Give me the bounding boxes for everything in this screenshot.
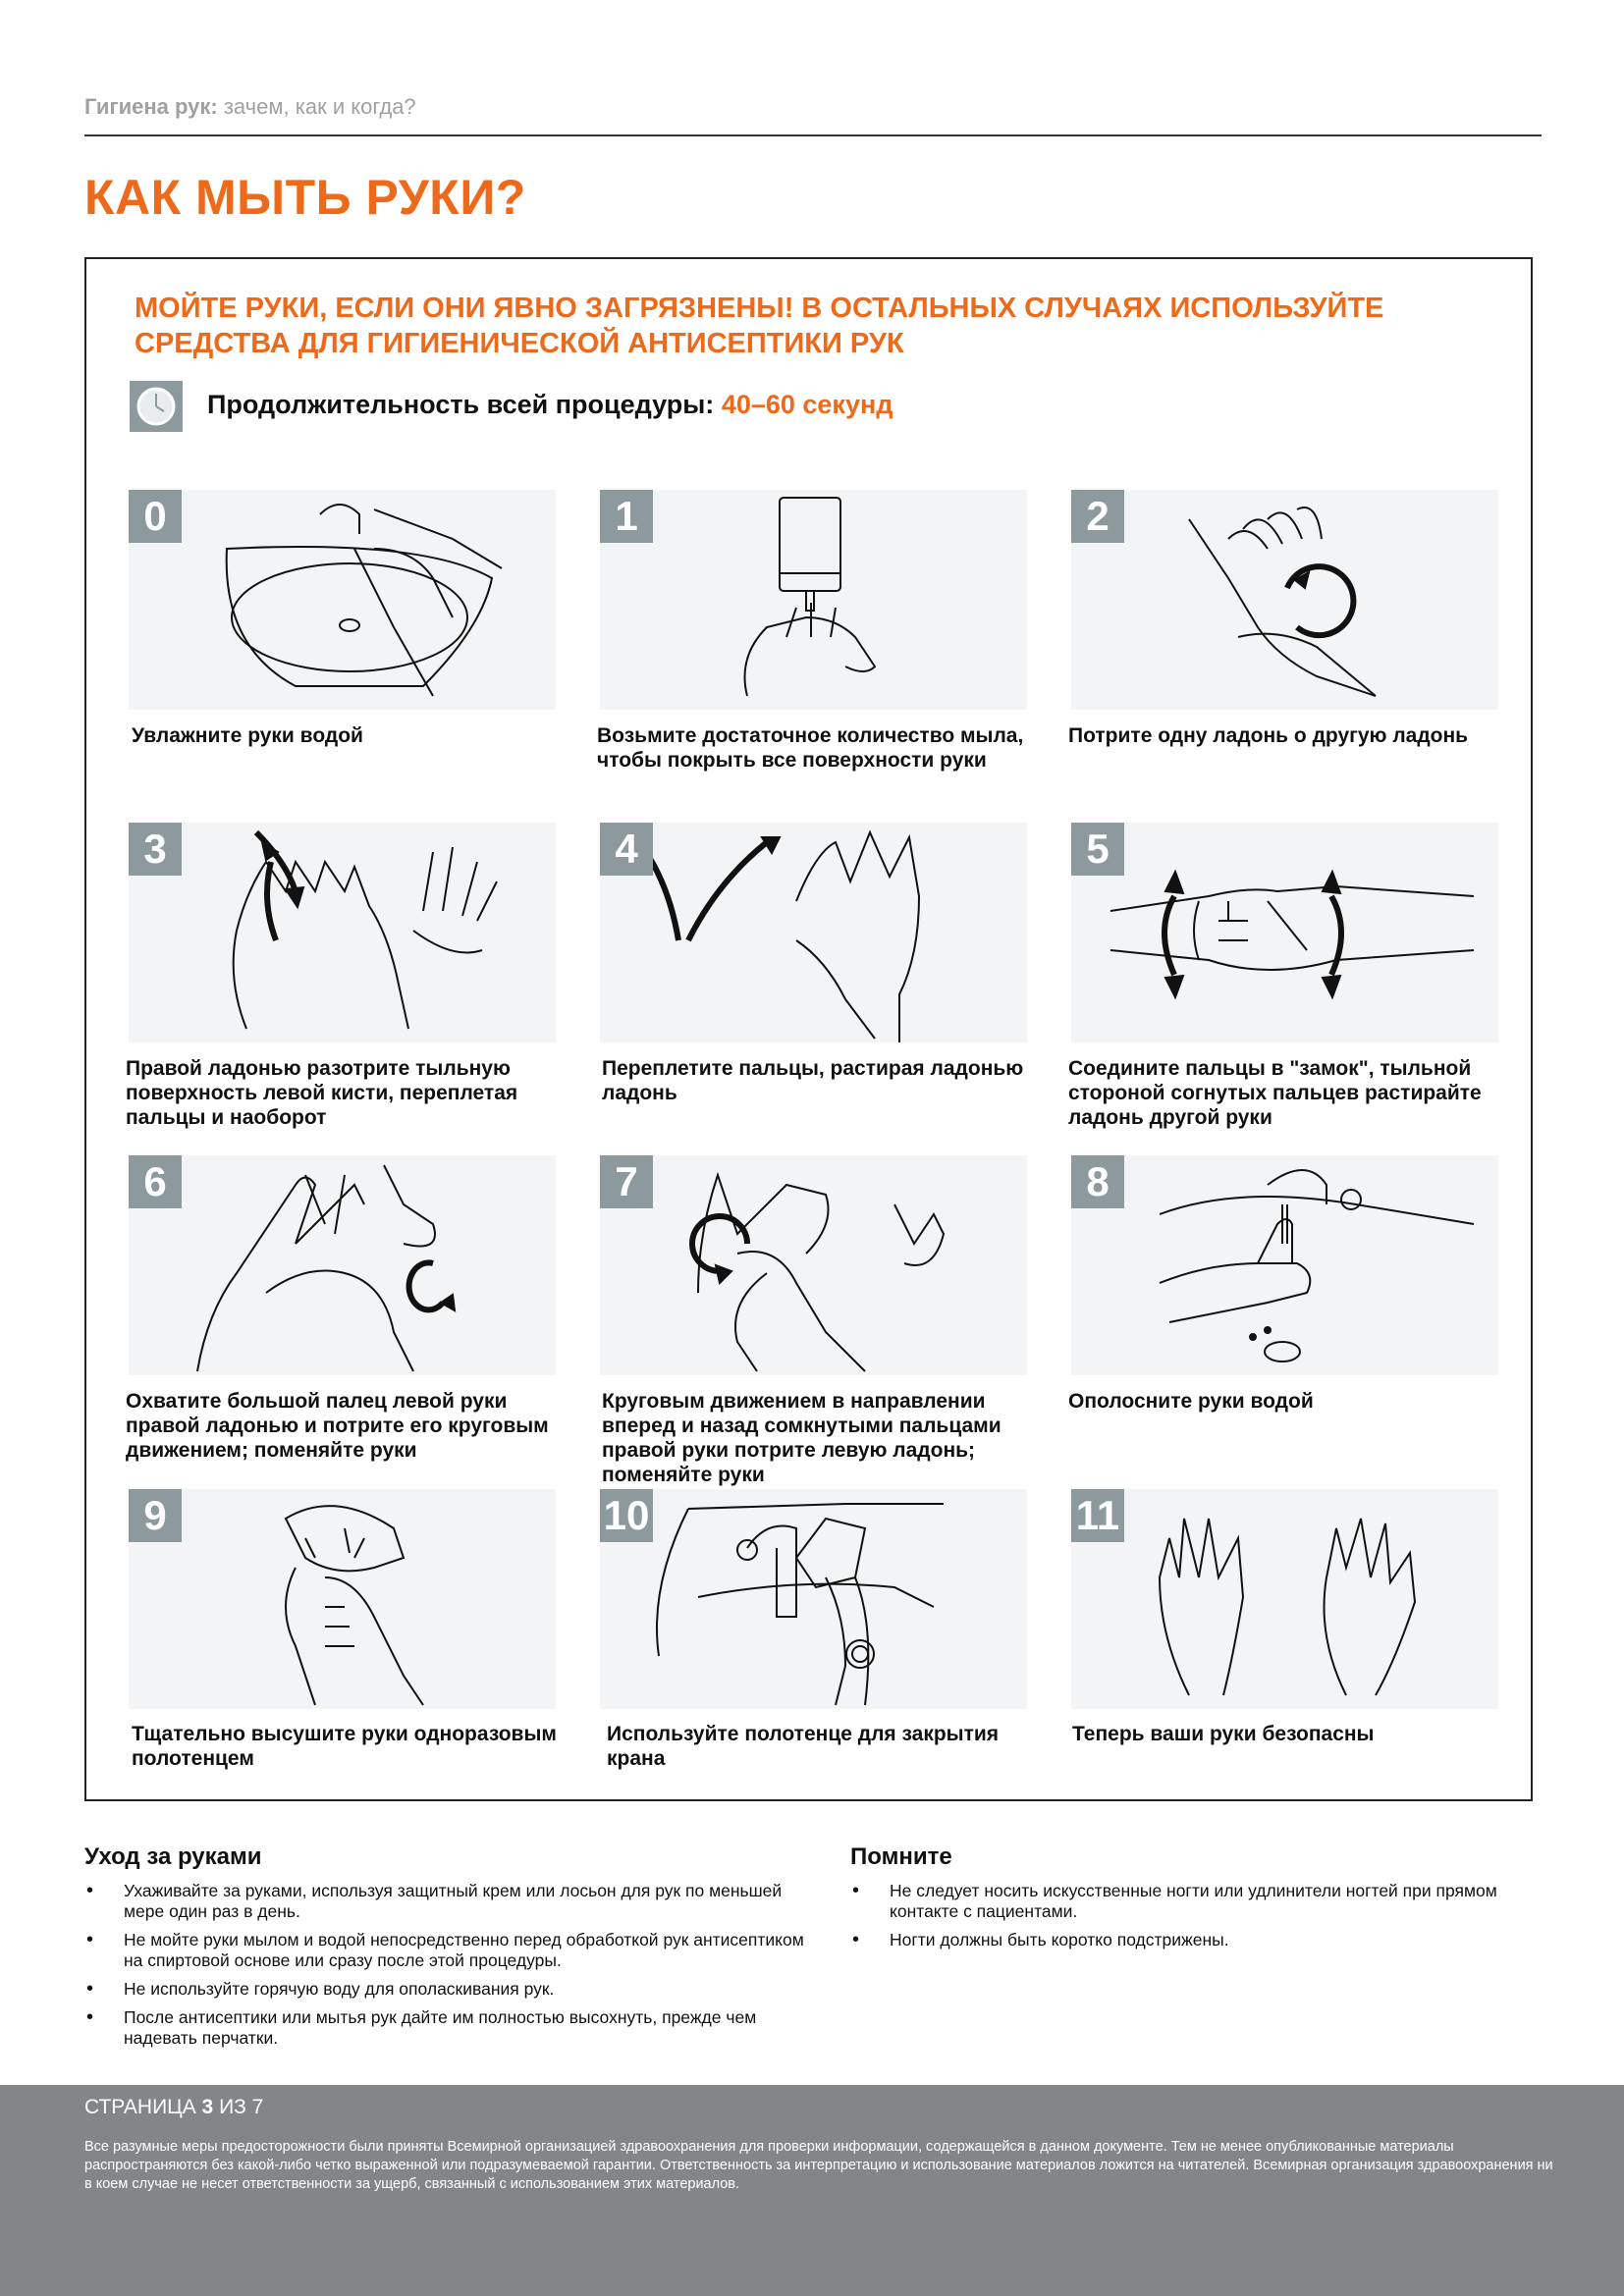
list-item: • Ногти должны быть коротко подстрижены. — [850, 1930, 1518, 1950]
towel-tap-illustration — [600, 1489, 1027, 1709]
duration-line — [207, 390, 893, 420]
step-panel-4 — [600, 823, 1027, 1042]
step-panel-9 — [129, 1489, 556, 1709]
step-panel-7 — [600, 1155, 1027, 1375]
page-footer — [0, 2085, 1624, 2296]
rinse-hands-illustration — [1071, 1155, 1498, 1375]
warning-text: МОЙТЕ РУКИ, ЕСЛИ ОНИ ЯВНО ЗАГРЯЗНЕНЫ! В ОСТАЛЬНЫХ СЛУЧАЯХ ИСПОЛЬЗУЙТЕ СРЕДСТВА ДЛЯ ГИГИЕНИЧЕСКОЙ АНТИСЕПТИКИ РУК — [135, 293, 1384, 359]
step-caption-4: Переплетите пальцы, растирая ладонью ладонь — [602, 1057, 1024, 1104]
step-caption-10: Используйте полотенце для закрытия крана — [607, 1723, 1000, 1770]
running-header-bold: Гигиена рук: — [84, 94, 218, 119]
list-item: • Не мойте руки мылом и водой непосредственно перед обработкой рук антисептиком на спиртовой основе или сразу после этой процедуры. — [84, 1930, 811, 1971]
interlaced-fingers-illustration — [600, 823, 1027, 1042]
step-number-5: 5 — [1071, 823, 1124, 876]
list-item: • После антисептики или мытья рук дайте им полностью высохнуть, прежде чем надевать перчатки. — [84, 2007, 811, 2049]
step-number-10: 10 — [600, 1489, 653, 1542]
step-number-11: 11 — [1071, 1489, 1124, 1542]
page-current: 3 — [201, 2096, 214, 2118]
back-of-hand-illustration — [129, 823, 556, 1042]
step-panel-1 — [600, 490, 1027, 710]
step-caption-2: Потрите одну ладонь о другую ладонь — [1068, 724, 1469, 747]
step-caption-8: Ополосните руки водой — [1068, 1390, 1314, 1413]
running-header-rest: зачем, как и когда? — [217, 94, 416, 119]
page-number — [84, 2096, 263, 2119]
remember-section — [850, 1843, 1518, 1958]
step-number-7: 7 — [600, 1155, 653, 1208]
soap-dispenser-illustration — [600, 490, 1027, 710]
duration-value: 40–60 секунд — [721, 390, 893, 419]
hand-care-section — [84, 1843, 811, 2056]
step-number-6: 6 — [129, 1155, 182, 1208]
step-panel-2 — [1071, 490, 1498, 710]
clean-hands-illustration — [1071, 1489, 1498, 1709]
step-caption-6: Охватите большой палец левой руки правой ладонью и потрите его круговым движением; поменяйте руки — [126, 1390, 549, 1462]
step-caption-7: Круговым движением в направлении вперед и назад сомкнутыми пальцами правой руки потрите левую ладонь; поменяйте руки — [602, 1390, 1001, 1486]
list-item: • Ухаживайте за руками, используя защитный крем или лосьон для рук по меньшей мере один раз в день. — [84, 1881, 811, 1922]
fingertips-rotation-illustration — [600, 1155, 1027, 1375]
clock-icon — [130, 381, 183, 432]
step-panel-10 — [600, 1489, 1027, 1709]
thumb-rotation-illustration — [129, 1155, 556, 1375]
step-caption-1: Возьмите достаточное количество мыла, чтобы покрыть все поверхности руки — [597, 724, 1024, 772]
step-number-1: 1 — [600, 490, 653, 543]
duration-label: Продолжительность всей процедуры: — [207, 390, 722, 419]
remember-title: Помните — [850, 1843, 952, 1870]
remember-list — [850, 1881, 1518, 1950]
palm-to-palm-illustration — [1071, 490, 1498, 710]
step-caption-9: Тщательно высушите руки одноразовым полотенцем — [132, 1723, 557, 1770]
hand-care-title: Уход за руками — [84, 1843, 262, 1870]
step-caption-5: Соедините пальцы в "замок", тыльной стороной согнутых пальцев растирайте ладонь другой руки — [1068, 1057, 1482, 1129]
step-panel-3 — [129, 823, 556, 1042]
step-panel-0 — [129, 490, 556, 710]
step-caption-0: Увлажните руки водой — [132, 724, 363, 747]
step-number-2: 2 — [1071, 490, 1124, 543]
step-panel-11 — [1071, 1489, 1498, 1709]
page-word: СТРАНИЦА — [84, 2096, 202, 2118]
step-panel-8 — [1071, 1155, 1498, 1375]
hand-care-list — [84, 1881, 811, 2049]
list-item: • Не следует носить искусственные ногти или удлинители ногтей при прямом контакте с пациентами. — [850, 1881, 1518, 1922]
step-number-8: 8 — [1071, 1155, 1124, 1208]
step-panel-6 — [129, 1155, 556, 1375]
step-number-4: 4 — [600, 823, 653, 876]
running-header — [84, 94, 416, 120]
interlocked-fingers-illustration — [1071, 823, 1498, 1042]
step-caption-3: Правой ладонью разотрите тыльную поверхность левой кисти, переплетая пальцы и наоборот — [126, 1057, 518, 1129]
disclaimer-text: Все разумные меры предосторожности были приняты Всемирной организацией здравоохранения для проверки информации, содержащейся в данном документе. Тем не менее опубликованные материалы распространяются без какой-либо четко выраженной или подразумеваемой гарантии. Ответственность за интерпретацию и использование материалов ложится на читателей. Всемирная организация здравоохранения ни в коем случае не несет ответственности за ущерб, связанный с использованием этих материалов. — [84, 2139, 1553, 2192]
step-panel-5 — [1071, 823, 1498, 1042]
page-title: КАК МЫТЬ РУКИ? — [84, 170, 526, 225]
list-item: • Не используйте горячую воду для ополаскивания рук. — [84, 1979, 811, 2000]
dry-hands-illustration — [129, 1489, 556, 1709]
header-divider — [84, 134, 1542, 136]
step-caption-11: Теперь ваши руки безопасны — [1072, 1723, 1375, 1745]
wet-hands-illustration — [129, 490, 556, 710]
step-number-3: 3 — [129, 823, 182, 876]
step-number-9: 9 — [129, 1489, 182, 1542]
step-number-0: 0 — [129, 490, 182, 543]
page-total: ИЗ 7 — [213, 2096, 264, 2118]
